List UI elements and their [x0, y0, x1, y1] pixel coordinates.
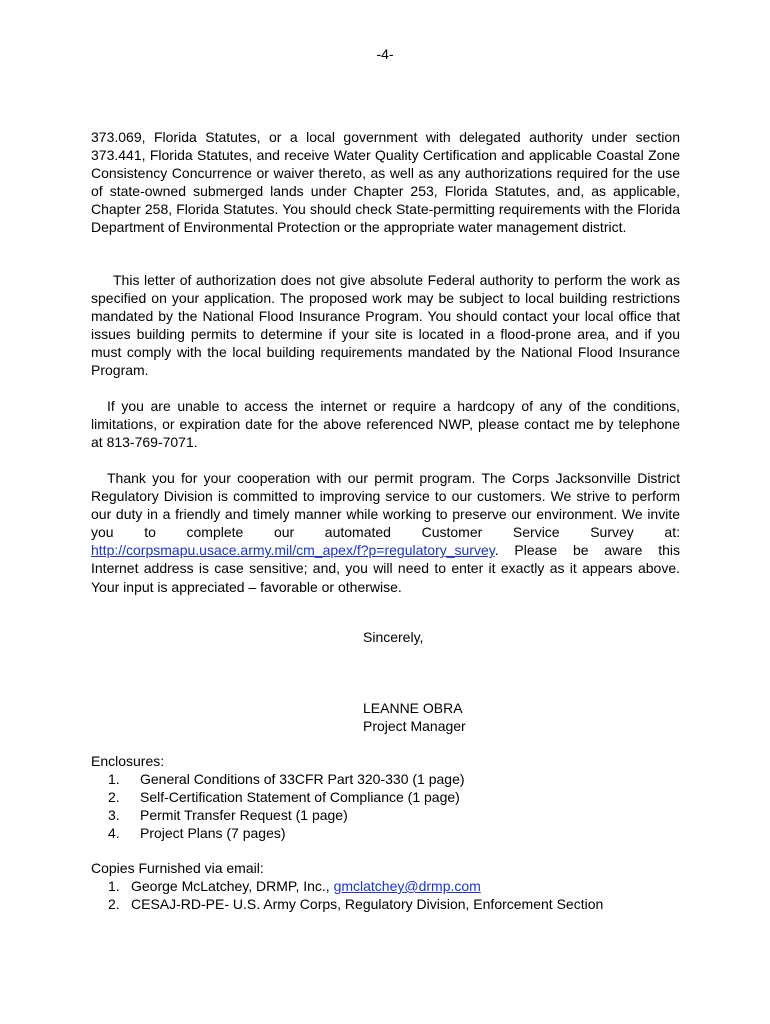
- survey-text-after: . Please be aware this Internet address is case sensitive; and, you will need to enter it exactly as it appears above. Your input is appreciated – favorable or otherwise.: [91, 542, 680, 595]
- survey-text-before: Thank you for your cooperation with our permit program. The Corps Jacksonville District Regulatory Division is committed to improving service to our customers. We strive to perform our duty in a friendly and timely manner while working to preserve our environment. We invite you to complete our automated Customer Service Survey at:: [91, 470, 680, 541]
- paragraph-federal-authority: This letter of authorization does not give absolute Federal authority to perform the work as specified on your application. The proposed work may be subject to local building restrictions mandated by the National Flood Insurance Program. You should contact your local office that issues building permits to determine if your site is located in a flood-prone area, and if you must comply with the local building requirements mandated by the National Flood Insurance Program.: [91, 272, 680, 379]
- list-item-number: 4.: [108, 825, 120, 841]
- list-item: [91, 877, 603, 895]
- email-link[interactable]: gmclatchey@drmp.com: [333, 878, 481, 894]
- list-item-text: CESAJ-RD-PE- U.S. Army Corps, Regulatory Division, Enforcement Section: [131, 896, 604, 912]
- paragraph-survey: [91, 469, 680, 596]
- survey-link[interactable]: http://corpsmapu.usace.army.mil/cm_apex/f?p=regulatory_survey: [91, 542, 495, 559]
- signer-title: Project Manager: [363, 718, 466, 734]
- list-item-text: [128, 877, 481, 895]
- recipient-text: George McLatchey, DRMP, Inc.,: [131, 878, 334, 894]
- list-item: [91, 895, 603, 913]
- list-item: [91, 824, 465, 842]
- paragraph-contact: If you are unable to access the internet or require a hardcopy of any of the conditions, limitations, or expiration date for the above referenced NWP, please contact me by telephone at 813-769-7071.: [91, 398, 680, 451]
- list-item-text: Permit Transfer Request (1 page): [140, 807, 348, 823]
- page-number: -4-: [376, 46, 394, 62]
- list-item-number: 3.: [108, 807, 120, 823]
- copies-list: [91, 877, 603, 913]
- signer-name: LEANNE OBRA: [363, 700, 463, 716]
- closing-salutation: Sincerely,: [363, 629, 424, 645]
- paragraph-state-requirements: 373.069, Florida Statutes, or a local government with delegated authority under section 373.441, Florida Statutes, and receive Water Quality Certification and applicable Coastal Zone Consistency Concurrence or waiver thereto, as well as any authorizations required for the use of state-owned submerged lands under Chapter 253, Florida Statutes, and, as applicable, Chapter 258, Florida Statutes. You should check State-permitting requirements with the Florida Department of Environmental Protection or the appropriate water management district.: [91, 129, 680, 236]
- list-item: [91, 806, 465, 824]
- list-item: [91, 788, 465, 806]
- list-item: [91, 770, 465, 788]
- enclosures-list: [91, 770, 465, 842]
- list-item-number: 1.: [108, 878, 120, 894]
- list-item-text: Self-Certification Statement of Compliance (1 page): [140, 789, 460, 805]
- copies-heading: Copies Furnished via email:: [91, 860, 264, 876]
- enclosures-heading: Enclosures:: [91, 753, 165, 769]
- list-item-text: Project Plans (7 pages): [140, 825, 286, 841]
- list-item-number: 2.: [108, 789, 120, 805]
- list-item-number: 1.: [108, 771, 120, 787]
- list-item-number: 2.: [108, 896, 120, 912]
- list-item-text: General Conditions of 33CFR Part 320-330 (1 page): [140, 771, 465, 787]
